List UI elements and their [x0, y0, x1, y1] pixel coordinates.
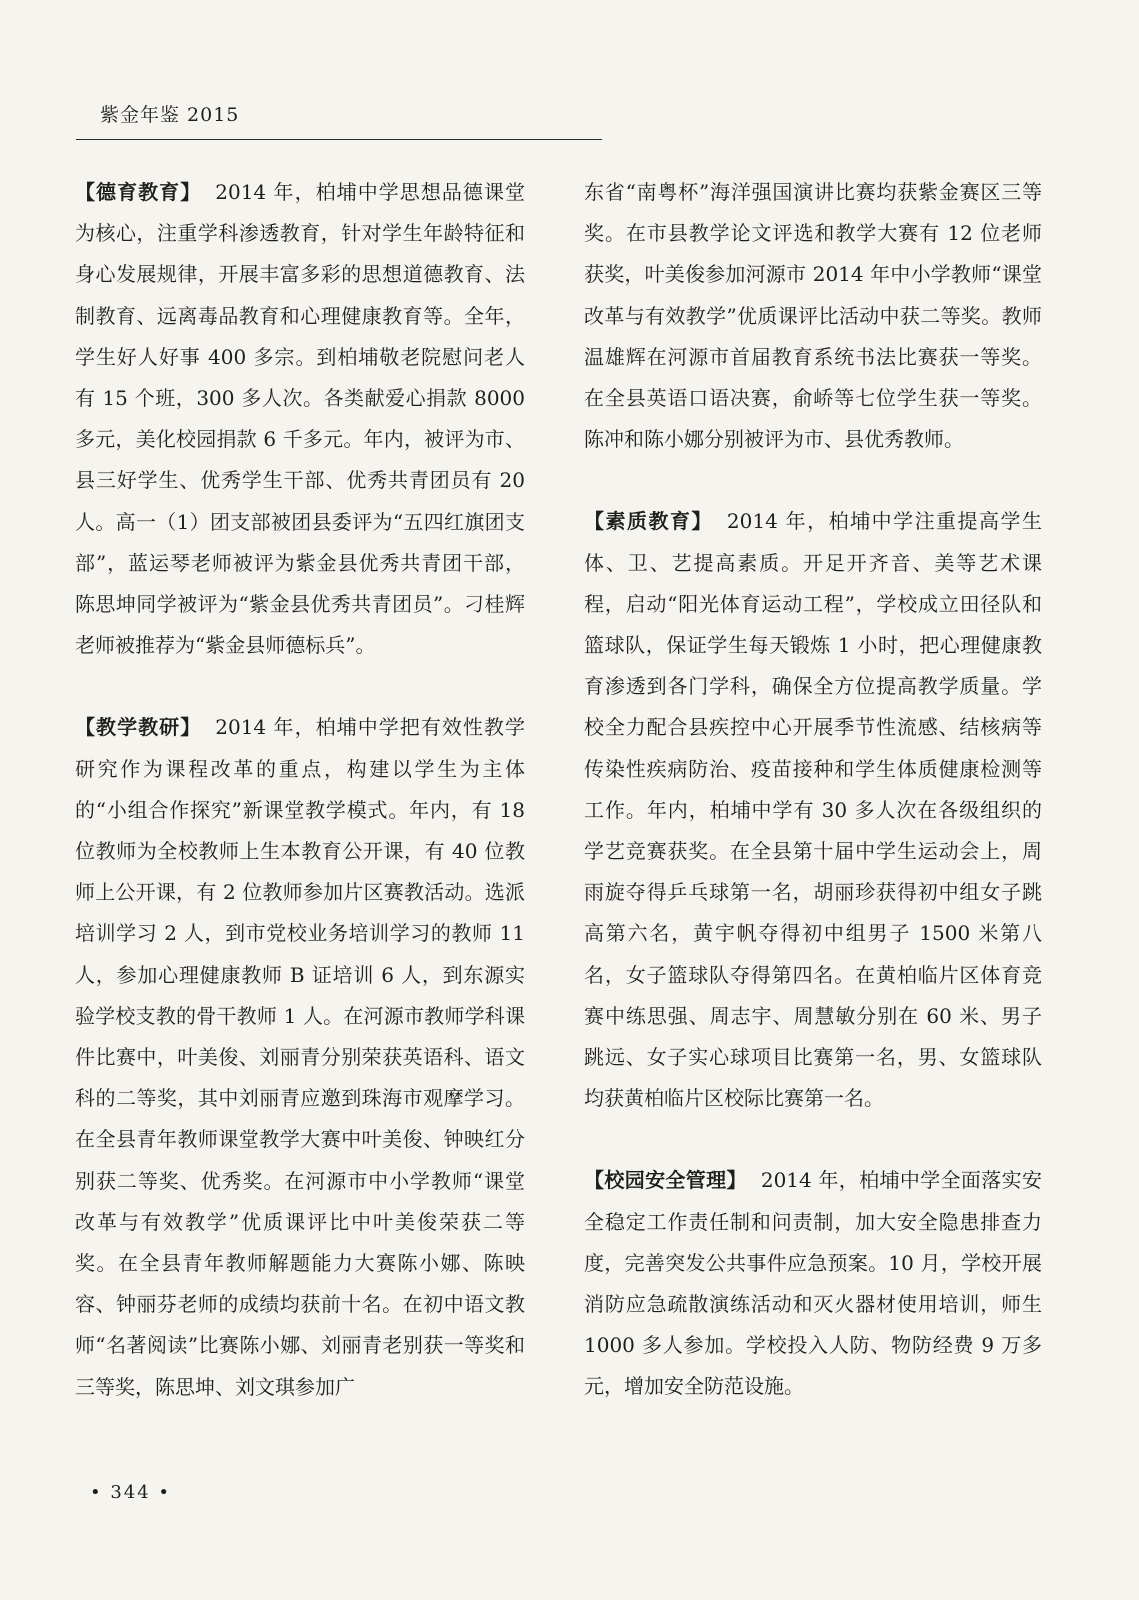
right-column [584, 172, 1042, 1408]
section-body: 2014 年，柏埔中学全面落实安全稳定工作责任制和问责制，加大安全隐患排查力度，完善突发公共事件应急预案。10 月，学校开展消防应急疏散演练活动和灭火器材使用培训，师生 1000 多人参加。学校投入人防、物防经费 9 万多元，增加安全防范设施。 [584, 1168, 1042, 1399]
section-campus-safety [584, 1160, 1042, 1407]
section-heading: 【校园安全管理】 [584, 1168, 747, 1193]
page-number: • 344 • [90, 1482, 172, 1503]
running-title: 紫金年鉴 2015 [100, 104, 240, 126]
section-moral-education [75, 172, 525, 666]
header-rule [76, 139, 602, 140]
left-column [75, 172, 525, 1408]
section-body: 2014 年，柏埔中学把有效性教学研究作为课程改革的重点，构建以学生为主体的“小组合作探究”新课堂教学模式。年内，有 18 位教师为全校教师上生本教育公开课，有 40 位教师上公开课，有 2 位教师参加片区赛教活动。选派培训学习 2 人，到市党校业务培训学习的教师 11 人，参加心理健康教师 B 证培训 6 人，到东源实验学校支教的骨干教师 1 人。在河源市教师学科课件比赛中，叶美俊、刘丽青分别荣获英语科、语文科的二等奖，其中刘丽青应邀到珠海市观摩学习。在全县青年教师课堂教学大赛中叶美俊、钟映红分别获二等奖、优秀奖。在河源市中小学教师“课堂改革与有效教学”优质课评比中叶美俊荣获二等奖。在全县青年教师解题能力大赛陈小娜、陈映容、钟丽芬老师的成绩均获前十名。在初中语文教师“名著阅读”比赛陈小娜、刘丽青老别获一等奖和三等奖，陈思坤、刘文琪参加广 [75, 715, 525, 1399]
section-body: 2014 年，柏埔中学注重提高学生体、卫、艺提高素质。开足开齐音、美等艺术课程，启动“阳光体育运动工程”，学校成立田径队和篮球队，保证学生每天锻炼 1 小时，把心理健康教育渗透到各门学科，确保全方位提高教学质量。学校全力配合县疾控中心开展季节性流感、结核病等传染性疾病防治、疫苗接种和学生体质健康检测等工作。年内，柏埔中学有 30 多人次在各级组织的学艺竞赛获奖。在全县第十届中学生运动会上，周雨旋夺得乒乓球第一名，胡丽珍获得初中组女子跳高第六名，黄宇帆夺得初中组男子 1500 米第八名，女子篮球队夺得第四名。在黄柏临片区体育竞赛中练思强、周志宇、周慧敏分别在 60 米、男子跳远、女子实心球项目比赛第一名，男、女篮球队均获黄柏临片区校际比赛第一名。 [584, 509, 1043, 1111]
section-teaching-research [75, 707, 525, 1407]
section-heading: 【教学教研】 [75, 715, 202, 740]
section-body: 2014 年，柏埔中学思想品德课堂为核心，注重学科渗透教育，针对学生年龄特征和身心发展规律，开展丰富多彩的思想道德教育、法制教育、远离毒品教育和心理健康教育等。全年，学生好人好事 400 多宗。到柏埔敬老院慰问老人有 15 个班，300 多人次。各类献爱心捐款 8000 多元，美化校园捐款 6 千多元。年内，被评为市、县三好学生、优秀学生干部、优秀共青团员有 20 人。高一（1）团支部被团县委评为“五四红旗团支部”，蓝运琴老师被评为紫金县优秀共青团干部，陈思坤同学被评为“紫金县优秀共青团员”。刁桂辉老师被推荐为“紫金县师德标兵”。 [75, 180, 525, 658]
section-teaching-research-continued: 东省“南粤杯”海洋强国演讲比赛均获紫金赛区三等奖。在市县教学论文评选和教学大赛有 12 位老师获奖，叶美俊参加河源市 2014 年中小学教师“课堂改革与有效教学”优质课评比活动中获二等奖。教师温雄辉在河源市首届教育系统书法比赛获一等奖。在全县英语口语决赛，俞峤等七位学生获一等奖。陈冲和陈小娜分别被评为市、县优秀教师。 [584, 180, 1042, 452]
section-heading: 【德育教育】 [75, 180, 202, 204]
section-heading: 【素质教育】 [584, 509, 713, 534]
section-quality-education [584, 501, 1042, 1119]
